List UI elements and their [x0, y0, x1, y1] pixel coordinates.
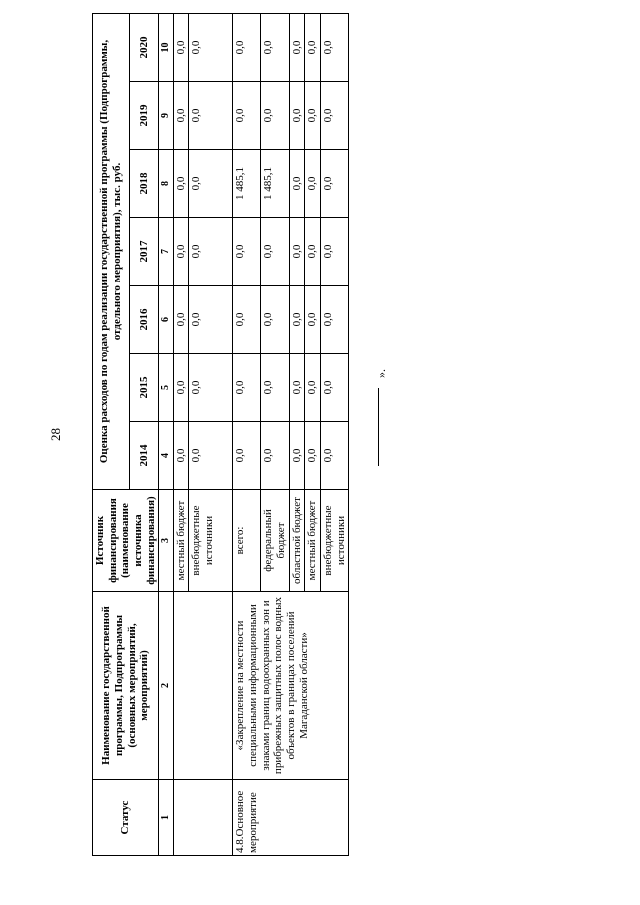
value-cell: 0,0: [189, 286, 233, 354]
value-cell: 0,0: [320, 150, 348, 218]
table-row: [233, 14, 261, 856]
value-cell: 0,0: [173, 422, 189, 490]
value-cell: 0,0: [189, 14, 233, 82]
value-cell: 0,0: [233, 422, 261, 490]
value-cell: 0,0: [305, 286, 321, 354]
value-cell: 0,0: [320, 82, 348, 150]
value-cell: 0,0: [189, 150, 233, 218]
value-cell: 0,0: [289, 422, 305, 490]
value-cell: 0,0: [261, 354, 289, 422]
header-estimate: Оценка расходов по годам реализации государственной программы (Подпрограммы, отдельного мероприятия), тыс. руб.: [93, 14, 130, 490]
value-cell: 0,0: [320, 218, 348, 286]
value-cell: 0,0: [233, 14, 261, 82]
value-cell: 0,0: [289, 150, 305, 218]
value-cell: 0,0: [305, 150, 321, 218]
value-cell: 0,0: [289, 218, 305, 286]
value-cell: 0,0: [305, 82, 321, 150]
status-cell-empty: [173, 780, 233, 856]
signature-line: [378, 388, 379, 466]
value-cell: 0,0: [320, 14, 348, 82]
rotated-table-container: [92, 14, 347, 856]
status-cell: 4.8.Основное мероприятие: [233, 780, 349, 856]
source-cell: областной бюджет: [289, 490, 305, 592]
value-cell: 1 485,1: [261, 150, 289, 218]
column-number: 3: [159, 490, 174, 592]
value-cell: 0,0: [261, 218, 289, 286]
source-cell: федеральный бюджет: [261, 490, 289, 592]
value-cell: 0,0: [289, 82, 305, 150]
budget-table: [92, 13, 349, 856]
column-number: 2: [159, 592, 174, 780]
value-cell: 0,0: [289, 354, 305, 422]
value-cell: 0,0: [189, 354, 233, 422]
year-header: 2018: [130, 150, 159, 218]
value-cell: 0,0: [189, 218, 233, 286]
value-cell: 0,0: [305, 218, 321, 286]
value-cell: 0,0: [233, 286, 261, 354]
source-cell: внебюджетные источники: [320, 490, 348, 592]
column-number: 6: [159, 286, 174, 354]
year-header: 2016: [130, 286, 159, 354]
value-cell: 0,0: [261, 82, 289, 150]
column-number: 4: [159, 422, 174, 490]
closing-quote: ».: [374, 369, 388, 378]
source-cell: внебюджетные источники: [189, 490, 233, 592]
name-cell: «Закрепление на местности специальными информационными знаками границ водоохранных зон и прибрежных защитных полос водных объектов в границах поселений Магаданской области»: [233, 592, 349, 780]
year-header: 2015: [130, 354, 159, 422]
value-cell: 0,0: [173, 218, 189, 286]
column-number: 1: [159, 780, 174, 856]
value-cell: 1 485,1: [233, 150, 261, 218]
value-cell: 0,0: [189, 82, 233, 150]
value-cell: 0,0: [261, 286, 289, 354]
value-cell: 0,0: [305, 422, 321, 490]
value-cell: 0,0: [173, 14, 189, 82]
value-cell: 0,0: [305, 14, 321, 82]
value-cell: 0,0: [289, 286, 305, 354]
page-number: 28: [48, 428, 63, 441]
value-cell: 0,0: [261, 422, 289, 490]
name-cell-empty: [173, 592, 233, 780]
value-cell: 0,0: [233, 354, 261, 422]
source-cell: всего:: [233, 490, 261, 592]
value-cell: 0,0: [320, 422, 348, 490]
value-cell: 0,0: [233, 218, 261, 286]
table-row: [173, 14, 189, 856]
value-cell: 0,0: [233, 82, 261, 150]
value-cell: 0,0: [261, 14, 289, 82]
column-number: 9: [159, 82, 174, 150]
header-status: Статус: [93, 780, 159, 856]
header-name: Наименование государственной программы, Подпрограммы (основных мероприятий, мероприятий): [93, 592, 159, 780]
header-source: Источник финансирования (наименование источника финансирования): [93, 490, 159, 592]
value-cell: 0,0: [173, 354, 189, 422]
value-cell: 0,0: [189, 422, 233, 490]
column-number: 5: [159, 354, 174, 422]
value-cell: 0,0: [305, 354, 321, 422]
value-cell: 0,0: [320, 354, 348, 422]
column-number: 10: [159, 14, 174, 82]
value-cell: 0,0: [173, 150, 189, 218]
year-header: 2020: [130, 14, 159, 82]
year-header: 2019: [130, 82, 159, 150]
column-number: 8: [159, 150, 174, 218]
column-number: 7: [159, 218, 174, 286]
value-cell: 0,0: [173, 82, 189, 150]
value-cell: 0,0: [320, 286, 348, 354]
value-cell: 0,0: [289, 14, 305, 82]
source-cell: местный бюджет: [305, 490, 321, 592]
source-cell: местный бюджет: [173, 490, 189, 592]
year-header: 2017: [130, 218, 159, 286]
year-header: 2014: [130, 422, 159, 490]
value-cell: 0,0: [173, 286, 189, 354]
